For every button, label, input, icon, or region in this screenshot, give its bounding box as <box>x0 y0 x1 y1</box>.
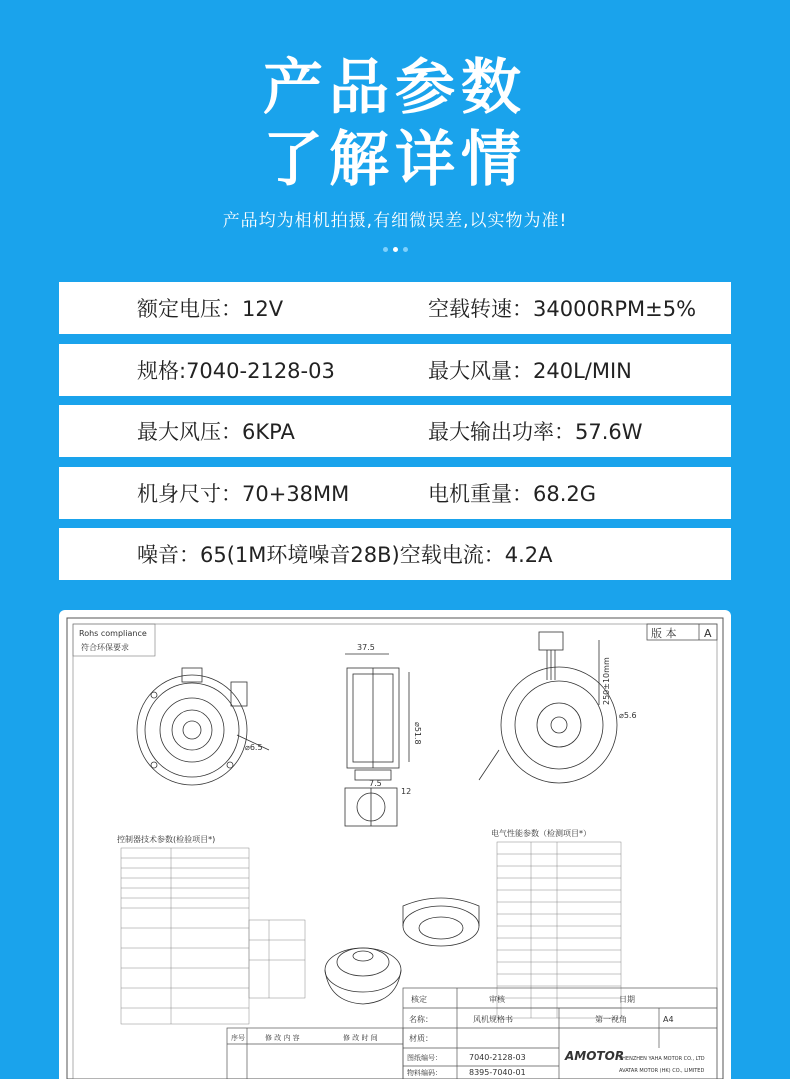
tb-date: 日期 <box>619 995 635 1004</box>
tb-view: 第一视角 <box>595 1015 627 1024</box>
page-title-line2: 了解详情 <box>263 125 527 195</box>
rear-view <box>479 632 617 783</box>
dim-hole: ⌀6.5 <box>245 743 263 752</box>
company-en1: SHENZHEN YAHA MOTOR CO., LTD <box>619 1056 705 1062</box>
electrical-title: 电气性能参数（检测项目*） <box>491 829 591 838</box>
tb-name: 风机规格书 <box>473 1015 513 1024</box>
dim-shaft: ⌀5.6 <box>619 711 637 720</box>
company-en2: AVATAR MOTOR (HK) CO., LIMITED <box>619 1068 705 1074</box>
dim-12: 12 <box>401 787 412 796</box>
tb-approve: 核定 <box>411 995 427 1004</box>
technical-drawing-svg <box>59 610 731 1079</box>
version-label: 版 本 <box>651 627 677 640</box>
pagination-dot <box>383 247 388 252</box>
spec-row-5 <box>59 528 731 580</box>
title-block <box>227 988 717 1079</box>
tb-revise: 修 改 内 容 <box>265 1034 300 1042</box>
tb-item-no-label: 物料编码： <box>407 1069 442 1077</box>
version-value: A <box>704 627 712 640</box>
tb-revise-time: 修 改 时 间 <box>343 1034 378 1042</box>
dim-wire: 250±10mm <box>602 657 611 705</box>
company-logo: AMOTOR <box>565 1049 625 1063</box>
spec-no-load-speed: 空载转速：34000RPM±5% <box>428 297 697 321</box>
pagination-dot-active <box>393 247 398 252</box>
tb-paper: A4 <box>663 1015 674 1024</box>
tb-seq: 序号 <box>231 1034 245 1042</box>
tb-review: 审核 <box>489 995 505 1004</box>
electrical-table <box>497 842 621 1018</box>
spec-max-airflow: 最大风量：240L/MIN <box>428 359 632 383</box>
tb-name-label: 名称： <box>409 1015 433 1024</box>
pagination-dots <box>383 247 408 252</box>
controller-table <box>121 848 305 1024</box>
spec-noise-current: 噪音：65(1M环境噪音28B)空载电流：4.2A <box>137 543 553 567</box>
spec-max-pressure: 最大风压：6KPA <box>137 420 295 444</box>
spec-max-power: 最大输出功率：57.6W <box>428 420 643 444</box>
tb-item-no: 8395-7040-01 <box>469 1068 526 1077</box>
spec-motor-weight: 电机重量：68.2G <box>428 482 597 506</box>
page-subtitle: 产品均为相机拍摄,有细微误差,以实物为准! <box>222 211 568 231</box>
rohs-label: Rohs compliance <box>79 629 147 638</box>
tb-drawing-no: 7040-2128-03 <box>469 1053 526 1062</box>
spec-rated-voltage: 额定电压：12V <box>137 297 284 321</box>
tb-material-label: 材质： <box>409 1034 433 1043</box>
dim-body: ⌀51.8 <box>413 722 422 745</box>
spec-body-size: 机身尺寸：70+38MM <box>137 482 350 506</box>
pagination-dot <box>403 247 408 252</box>
spec-row-3 <box>59 405 731 457</box>
spec-row-1 <box>59 282 731 334</box>
dim-7: 7.5 <box>369 779 382 788</box>
page-title-line1: 产品参数 <box>263 53 527 123</box>
side-view <box>345 654 409 780</box>
tb-drawing-no-label: 图纸编号： <box>407 1054 442 1062</box>
controller-title: 控制器技术参数(检验项目*) <box>117 835 216 844</box>
rohs-cn-label: 符合环保要求 <box>81 643 129 652</box>
bottom-view <box>345 788 397 826</box>
dim-width: 37.5 <box>357 643 375 652</box>
spec-row-4 <box>59 467 731 519</box>
spec-model: 规格:7040-2128-03 <box>137 359 335 383</box>
spec-row-2 <box>59 344 731 396</box>
technical-drawing <box>59 610 731 1079</box>
front-view <box>137 668 269 785</box>
